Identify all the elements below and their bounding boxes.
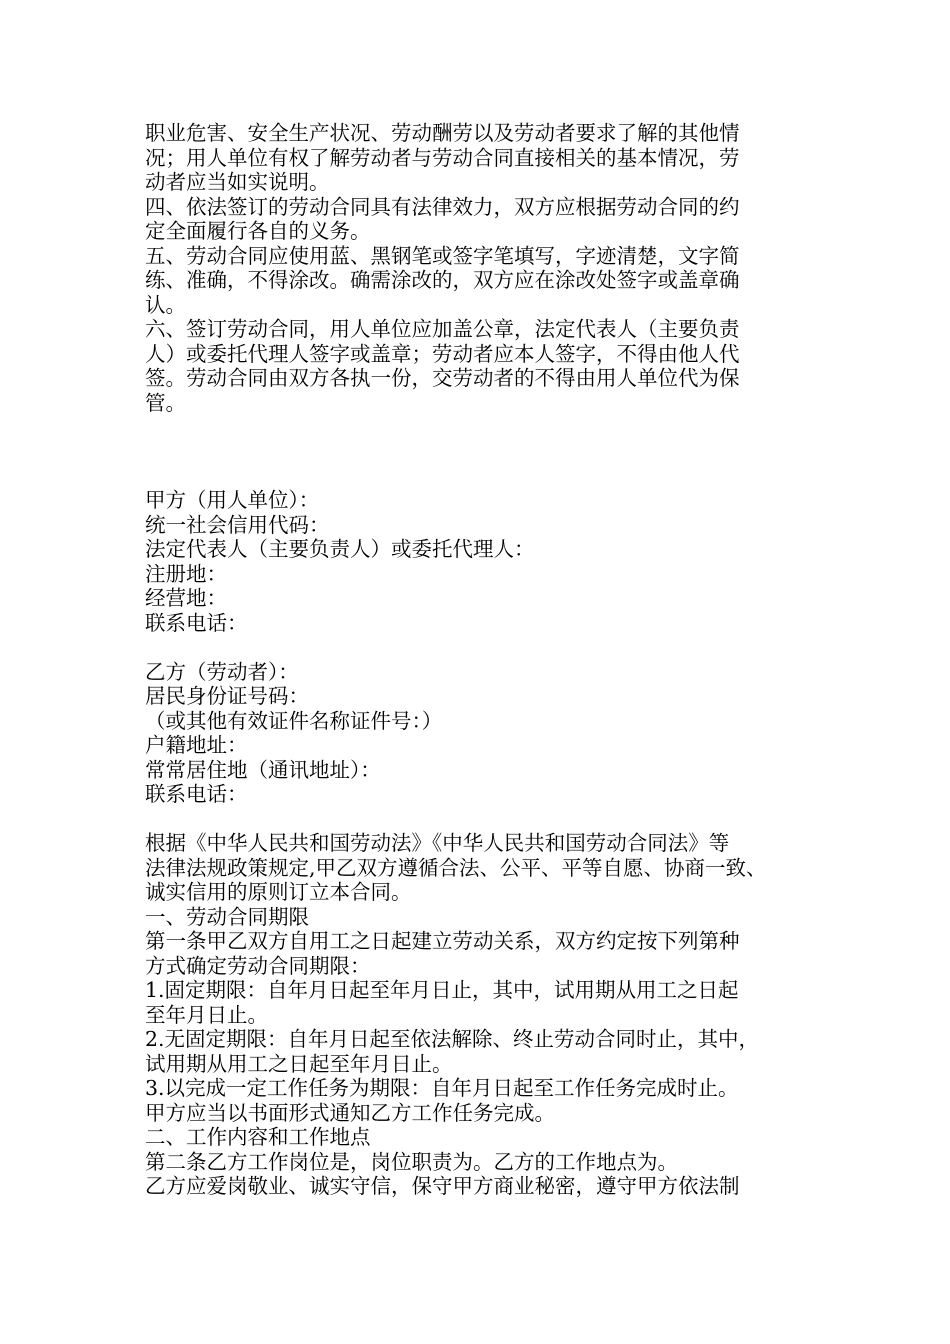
section-heading: 一、劳动合同期限 <box>145 904 309 929</box>
section-heading: 二、工作内容和工作地点 <box>145 1125 371 1149</box>
body-line: 诚实信用的原则订立本合同。 <box>145 880 412 904</box>
party-a-credit-code: 统一社会信用代码： <box>145 512 330 537</box>
party-b-residence: 常常居住地（通讯地址）： <box>145 757 381 782</box>
notes-line: 练、准确，不得涂改。确需涂改的，双方应在涂改处签字或盖章确 <box>145 268 740 292</box>
party-a-phone: 联系电话： <box>145 610 248 635</box>
body-line: 2.无固定期限：自年月日起至依法解除、终止劳动合同时止，其中， <box>145 1027 760 1051</box>
party-b-household-address: 户籍地址： <box>145 733 248 757</box>
notes-line: 管。 <box>145 390 186 415</box>
body-line: 根据《中华人民共和国劳动法》《中华人民共和国劳动合同法》等 <box>145 831 730 855</box>
body-line: 第一条甲乙双方自用工之日起建立劳动关系，双方约定按下列第种 <box>145 929 740 953</box>
body-line: 甲方应当以书面形式通知乙方工作任务完成。 <box>145 1100 555 1125</box>
body-line: 试用期从用工之日起至年月日止。 <box>145 1051 453 1076</box>
body-line: 至年月日止。 <box>145 1002 268 1027</box>
party-b-phone: 联系电话： <box>145 782 248 806</box>
notes-line: 五、劳动合同应使用蓝、黑钢笔或签字笔填写，字迹清楚，文字简 <box>145 243 740 268</box>
notes-line: 认。 <box>145 292 186 317</box>
notes-line: 六、签订劳动合同，用人单位应加盖公章，法定代表人（主要负责 <box>145 317 740 341</box>
body-line: 乙方应爱岗敬业、诚实守信，保守甲方商业秘密，遵守甲方依法制 <box>145 1174 740 1198</box>
party-b-id-number: 居民身份证号码： <box>145 684 309 708</box>
notes-line: 定全面履行各自的义务。 <box>145 219 371 243</box>
party-a-title: 甲方（用人单位）： <box>145 488 320 512</box>
spacer <box>145 807 815 832</box>
body-line: 法律法规政策规定,甲乙双方遵循合法、公平、平等自愿、协商一致、 <box>145 855 767 880</box>
party-a-representative: 法定代表人（主要负责人）或委托代理人： <box>145 537 535 561</box>
spacer <box>145 415 815 488</box>
party-a-registered-address: 注册地： <box>145 561 227 586</box>
party-a-section <box>145 488 815 635</box>
body-line: 方式确定劳动合同期限： <box>145 953 371 978</box>
party-b-other-id: （或其他有效证件名称证件号：） <box>145 708 443 733</box>
party-b-section <box>145 660 815 807</box>
body-line: 1.固定期限：自年月日起至年月日止，其中，试用期从用工之日起 <box>145 978 739 1002</box>
notes-line: 职业危害、安全生产状况、劳动酬劳以及劳动者要求了解的其他情 <box>145 121 740 145</box>
notes-line: 人）或委托代理人签字或盖章；劳动者应本人签字，不得由他人代 <box>145 341 740 366</box>
party-a-business-address: 经营地： <box>145 586 227 610</box>
notes-line: 况；用人单位有权了解劳动者与劳动合同直接相关的基本情况，劳 <box>145 145 740 170</box>
spacer <box>145 635 815 660</box>
body-line: 第二条乙方工作岗位是，岗位职责为。乙方的工作地点为。 <box>145 1149 678 1174</box>
notes-line: 动者应当如实说明。 <box>145 170 330 194</box>
document-page <box>145 121 815 1199</box>
notes-line: 签。劳动合同由双方各执一份，交劳动者的不得由用人单位代为保 <box>145 366 740 390</box>
notes-line: 四、依法签订的劳动合同具有法律效力，双方应根据劳动合同的约 <box>145 194 740 219</box>
party-b-title: 乙方（劳动者）： <box>145 659 299 684</box>
body-line: 3.以完成一定工作任务为期限：自年月日起至工作任务完成时止。 <box>145 1076 739 1100</box>
notes-section <box>145 121 815 415</box>
body-section <box>145 831 815 1199</box>
